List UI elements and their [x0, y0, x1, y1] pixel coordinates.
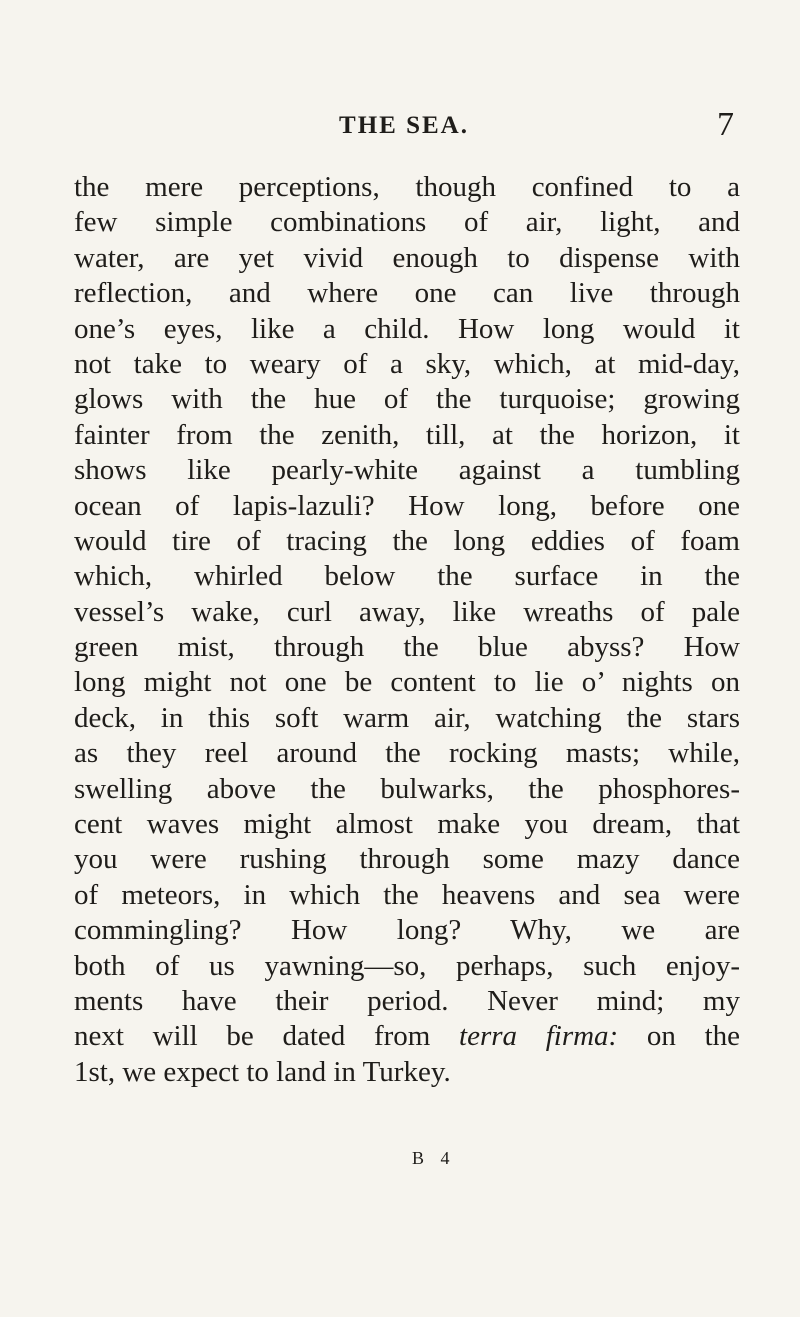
- text-line: reflection, and where one can live through: [74, 277, 740, 310]
- text-line: glows with the hue of the turquoise; growing: [74, 383, 740, 416]
- text-line: green mist, through the blue abyss? How: [74, 631, 740, 664]
- body-text: [74, 170, 740, 1090]
- text-line: which, whirled below the surface in the: [74, 560, 740, 593]
- text-line: deck, in this soft warm air, watching the stars: [74, 701, 740, 734]
- text-line-last: 1st, we expect to land in Turkey.: [74, 1055, 451, 1088]
- text-line: cent waves might almost make you dream, that: [74, 808, 740, 841]
- text-line: commingling? How long? Why, we are: [74, 914, 740, 947]
- text-line: long might not one be content to lie o’ nights on: [74, 666, 740, 699]
- running-head: [74, 106, 734, 152]
- italic-phrase: terra firma:: [459, 1020, 619, 1053]
- text-line: fainter from the zenith, till, at the horizon, it: [74, 418, 740, 451]
- text-line: you were rushing through some mazy dance: [74, 843, 740, 876]
- running-title: THE SEA.: [339, 112, 469, 139]
- text-line: shows like pearly-white against a tumbling: [74, 454, 740, 487]
- text-line: vessel’s wake, curl away, like wreaths of pale: [74, 595, 740, 628]
- text-line: of meteors, in which the heavens and sea were: [74, 878, 740, 911]
- text-line: not take to weary of a sky, which, at mid-day,: [74, 347, 740, 380]
- text-line: both of us yawning—so, perhaps, such enjoy-: [74, 949, 740, 982]
- text-line: one’s eyes, like a child. How long would it: [74, 312, 740, 345]
- text-line: as they reel around the rocking masts; while,: [74, 737, 740, 770]
- text-line: would tire of tracing the long eddies of foam: [74, 524, 740, 557]
- page-number: 7: [717, 106, 734, 143]
- text-line: swelling above the bulwarks, the phosphores-: [74, 772, 740, 805]
- text-segment: on the: [618, 1020, 740, 1053]
- text-line: ocean of lapis-lazuli? How long, before one: [74, 489, 740, 522]
- text-line: ments have their period. Never mind; my: [74, 984, 740, 1017]
- signature-mark: B 4: [412, 1148, 456, 1168]
- text-line: water, are yet vivid enough to dispense with: [74, 241, 740, 274]
- text-line-with-italic: [74, 1019, 740, 1054]
- text-line: the mere perceptions, though confined to a: [74, 171, 740, 203]
- text-line: few simple combinations of air, light, and: [74, 206, 740, 239]
- text-segment: next will be dated from: [74, 1020, 460, 1053]
